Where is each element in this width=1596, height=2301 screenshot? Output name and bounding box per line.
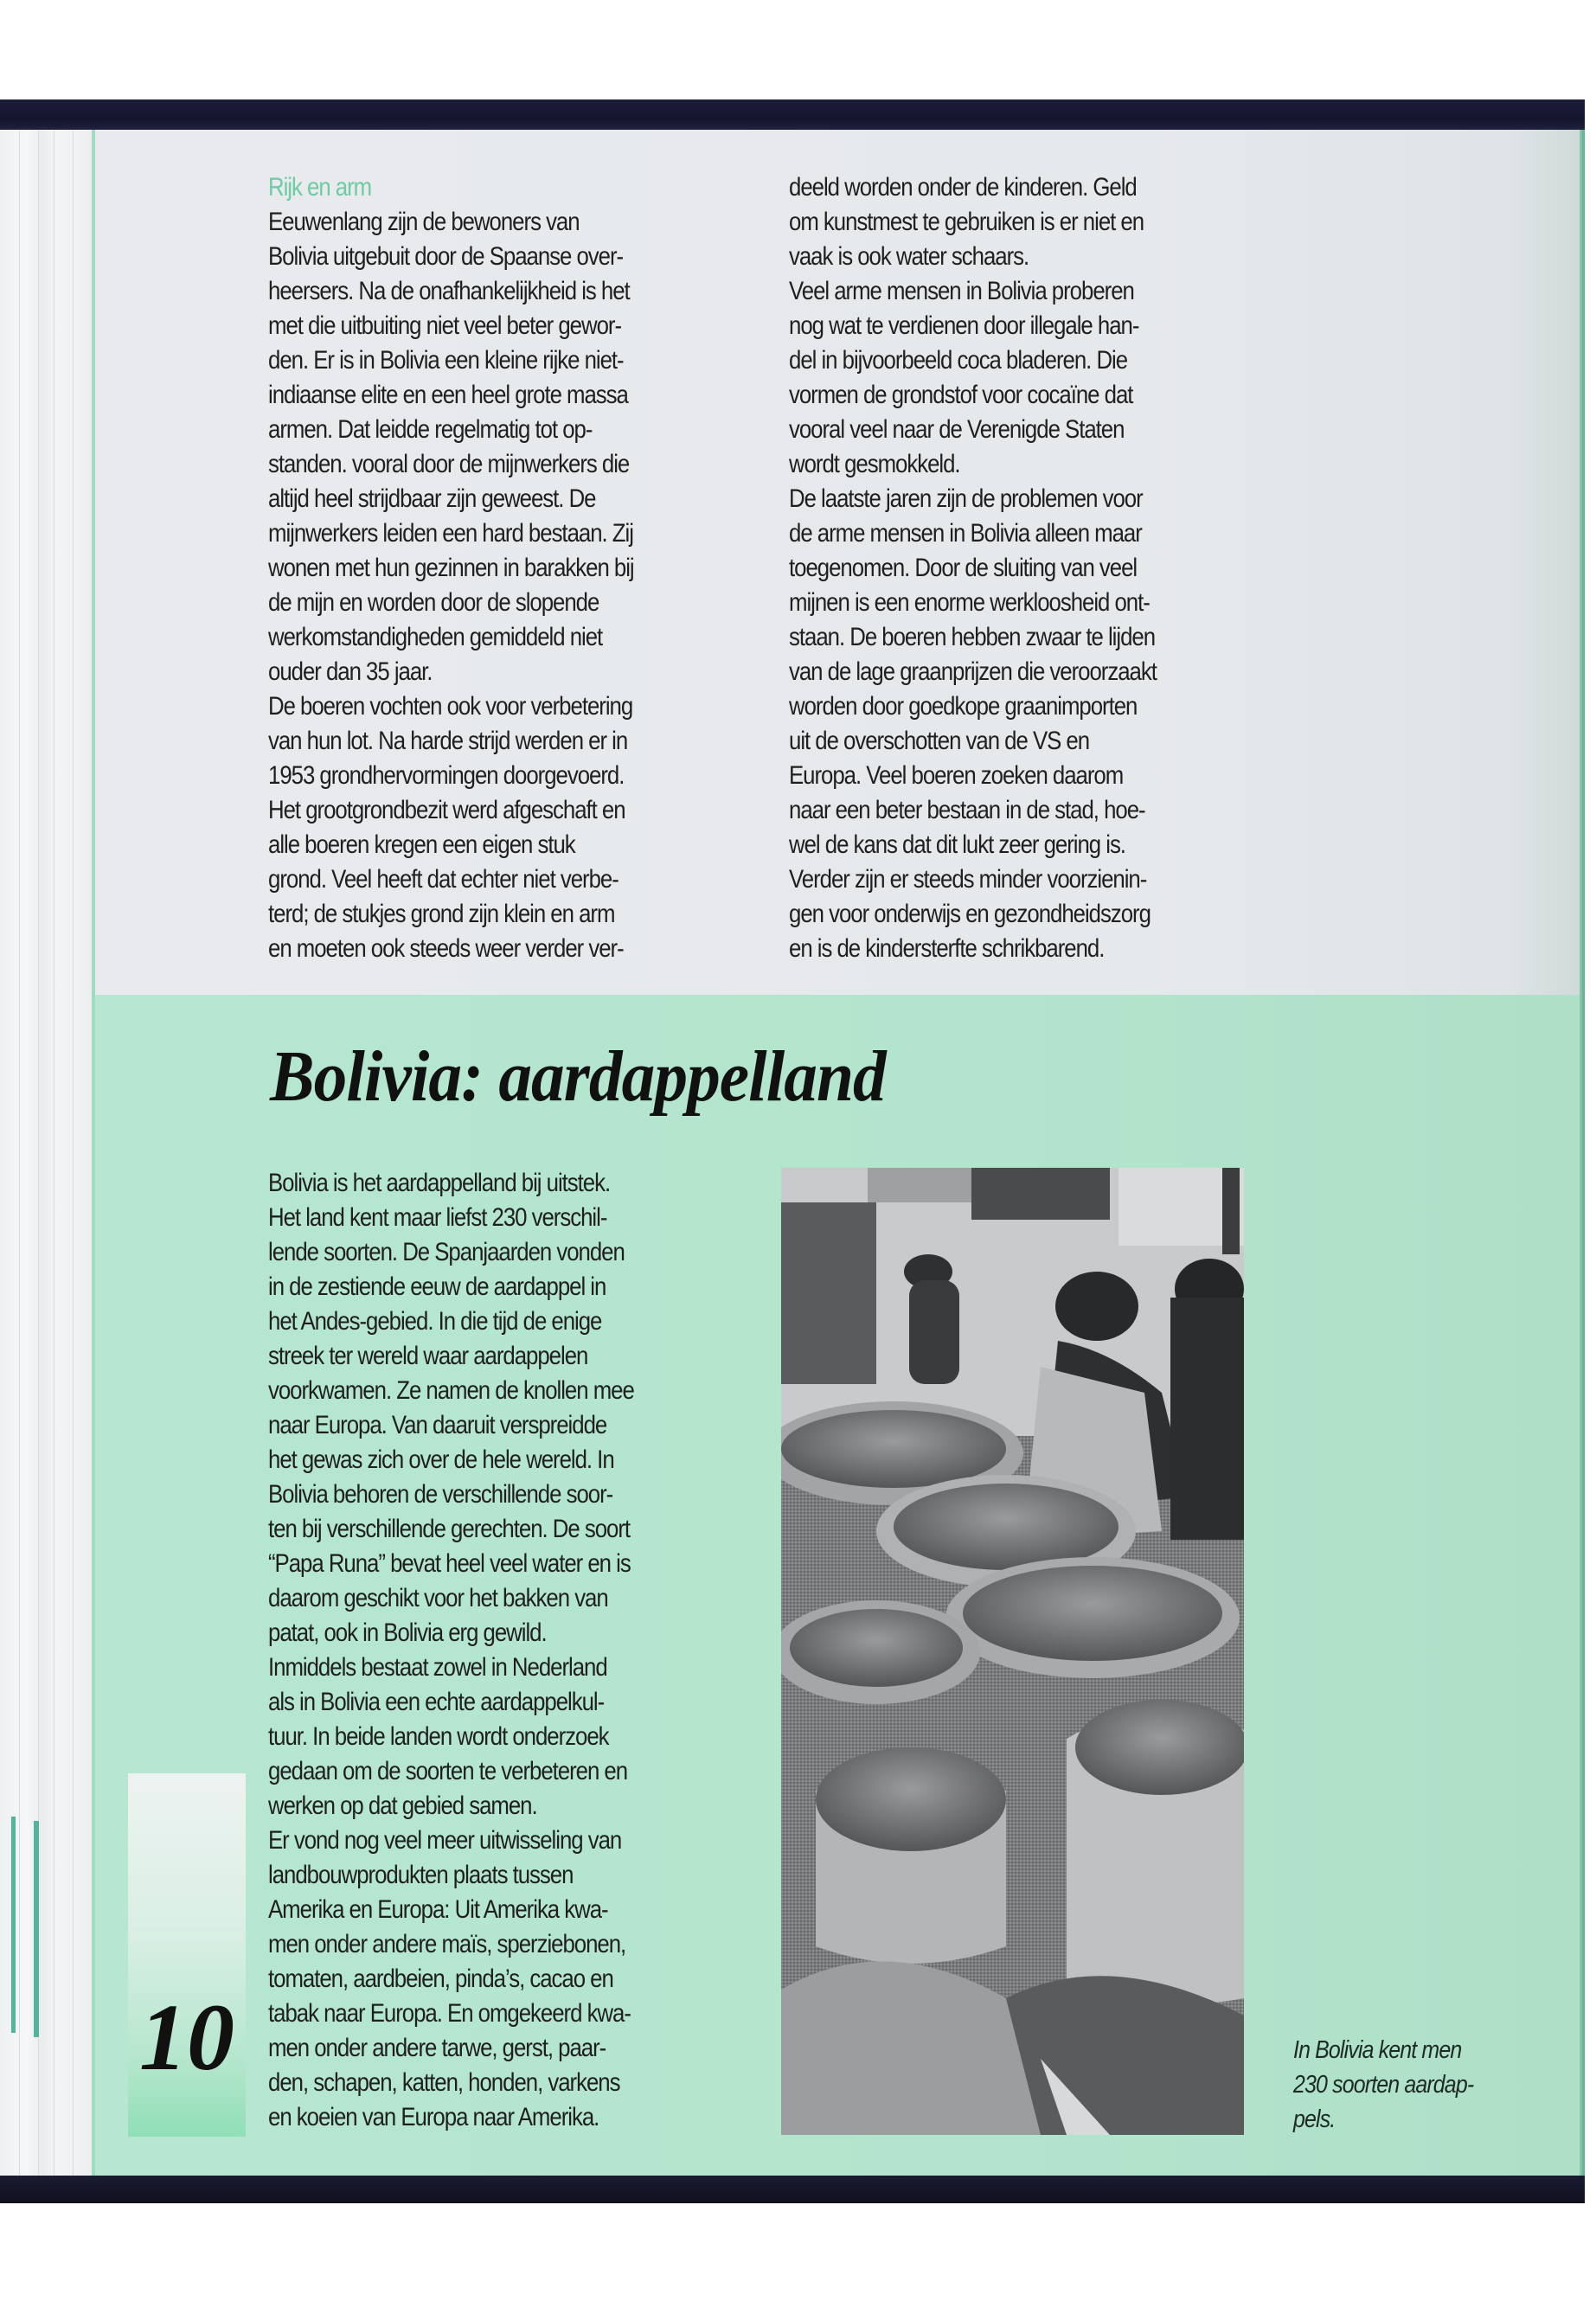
text-line: Er vond nog veel meer uitwisseling van bbox=[268, 1826, 622, 1855]
text-line: voorkwamen. Ze namen de knollen mee bbox=[268, 1376, 634, 1405]
book-cover-top-edge bbox=[0, 99, 1585, 132]
text-line: Bolivia behoren de verschillende soor- bbox=[268, 1480, 613, 1509]
market-photo bbox=[781, 1168, 1244, 2135]
text-line: De boeren vochten ook voor verbetering bbox=[268, 692, 633, 721]
text-line: Bolivia is het aardappelland bij uitstek. bbox=[268, 1169, 611, 1197]
text-line: 1953 grondhervormingen doorgevoerd. bbox=[268, 761, 625, 790]
photo-caption bbox=[1293, 2033, 1518, 2137]
text-line: landbouwprodukten plaats tussen bbox=[268, 1861, 574, 1889]
text-line: gedaan om de soorten te verbeteren en bbox=[268, 1757, 628, 1785]
text-line: van hun lot. Na harde strijd werden er in bbox=[268, 727, 628, 755]
text-line: Eeuwenlang zijn de bewoners van bbox=[268, 208, 580, 236]
text-line: alle boeren kregen een eigen stuk bbox=[268, 830, 575, 859]
text-line: tomaten, aardbeien, pinda’s, cacao en bbox=[268, 1965, 613, 1993]
text-line: naar een beter bestaan in de stad, hoe- bbox=[789, 796, 1145, 824]
text-line: daarom geschikt voor het bakken van bbox=[268, 1584, 608, 1612]
page-edge-line bbox=[73, 130, 74, 2189]
text-line: den, schapen, katten, honden, varkens bbox=[268, 2068, 620, 2097]
text-line: toegenomen. Door de sluiting van veel bbox=[789, 554, 1138, 582]
text-line: Veel arme mensen in Bolivia proberen bbox=[789, 277, 1134, 305]
text-line: Verder zijn er steeds minder voorzienin- bbox=[789, 865, 1147, 894]
article-column-left bbox=[268, 170, 753, 966]
text-line: standen. vooral door de mijnwerkers die bbox=[268, 450, 630, 478]
text-line: de arme mensen in Bolivia alleen maar bbox=[789, 519, 1142, 548]
text-line: staan. De boeren hebben zwaar te lijden bbox=[789, 623, 1156, 651]
text-line: worden door goedkope graanimporten bbox=[789, 692, 1138, 721]
article-title: Bolivia: aardappelland bbox=[270, 1036, 886, 1117]
caption-line: 230 soorten aardap- bbox=[1293, 2071, 1474, 2099]
subheading: Rijk en arm bbox=[268, 173, 372, 202]
text-line: wordt gesmokkeld. bbox=[789, 450, 960, 478]
text-line: men onder andere tarwe, gerst, paar- bbox=[268, 2034, 606, 2062]
text-line: als in Bolivia een echte aardappelkul- bbox=[268, 1688, 605, 1716]
text-line: het gewas zich over de hele wereld. In bbox=[268, 1445, 614, 1474]
page-number: 10 bbox=[139, 1984, 234, 2090]
text-line: wel de kans dat dit lukt zeer gering is. bbox=[789, 830, 1125, 859]
text-line: Het land kent maar liefst 230 verschil- bbox=[268, 1203, 607, 1232]
text-line: del in bijvoorbeeld coca bladeren. Die bbox=[789, 346, 1128, 375]
article-column-right bbox=[789, 170, 1273, 966]
text-line: ouder dan 35 jaar. bbox=[268, 657, 433, 686]
text-line: mijnwerkers leiden een hard bestaan. Zij bbox=[268, 519, 633, 548]
text-line: den. Er is in Bolivia een kleine rijke niet- bbox=[268, 346, 624, 375]
text-line: ten bij verschillende gerechten. De soort bbox=[268, 1515, 631, 1543]
text-line: werkomstandigheden gemiddeld niet bbox=[268, 623, 603, 651]
text-line: streek ter wereld waar aardappelen bbox=[268, 1342, 588, 1370]
text-line: altijd heel strijdbaar zijn geweest. De bbox=[268, 484, 596, 513]
text-line: grond. Veel heeft dat echter niet verbe- bbox=[268, 865, 619, 894]
page-stack-edge bbox=[0, 130, 94, 2189]
text-line: “Papa Runa” bevat heel veel water en is bbox=[268, 1549, 631, 1578]
page-tab-marker bbox=[34, 1821, 39, 2037]
text-line: nog wat te verdienen door illegale han- bbox=[789, 311, 1139, 340]
text-line: vormen de grondstof voor cocaïne dat bbox=[789, 381, 1133, 409]
text-line: vooral veel naar de Verenigde Staten bbox=[789, 415, 1125, 444]
text-line: vaak is ook water schaars. bbox=[789, 242, 1029, 271]
text-line: in de zestiende eeuw de aardappel in bbox=[268, 1272, 606, 1301]
text-line: deeld worden onder de kinderen. Geld bbox=[789, 173, 1137, 202]
text-line: en is de kindersterfte schrikbarend. bbox=[789, 934, 1105, 963]
text-line: Amerika en Europa: Uit Amerika kwa- bbox=[268, 1895, 608, 1924]
text-line: van de lage graanprijzen die veroorzaakt bbox=[789, 657, 1157, 686]
caption-line: In Bolivia kent men bbox=[1293, 2036, 1462, 2064]
text-line: Europa. Veel boeren zoeken daarom bbox=[789, 761, 1124, 790]
text-line: en moeten ook steeds weer verder ver- bbox=[268, 934, 624, 963]
text-line: naar Europa. Van daaruit verspreidde bbox=[268, 1411, 607, 1439]
article-body bbox=[268, 1166, 753, 2135]
book-cover-bottom-edge bbox=[0, 2176, 1585, 2203]
caption-line: pels. bbox=[1293, 2106, 1336, 2133]
text-line: gen voor onderwijs en gezondheidszorg bbox=[789, 900, 1151, 928]
text-line: en koeien van Europa naar Amerika. bbox=[268, 2103, 599, 2131]
page-right-edge bbox=[1580, 130, 1585, 2178]
text-line: de mijn en worden door de slopende bbox=[268, 588, 599, 617]
text-line: armen. Dat leidde regelmatig tot op- bbox=[268, 415, 593, 444]
text-line: wonen met hun gezinnen in barakken bij bbox=[268, 554, 634, 582]
text-line: heersers. Na de onafhankelijkheid is het bbox=[268, 277, 630, 305]
text-line: tuur. In beide landen wordt onderzoek bbox=[268, 1722, 609, 1751]
text-line: om kunstmest te gebruiken is er niet en bbox=[789, 208, 1144, 236]
text-line: tabak naar Europa. En omgekeerd kwa- bbox=[268, 1999, 631, 2028]
text-line: terd; de stukjes grond zijn klein en arm bbox=[268, 900, 615, 928]
book-page bbox=[92, 130, 1585, 2178]
text-line: Bolivia uitgebuit door de Spaanse over- bbox=[268, 242, 624, 271]
text-line: lende soorten. De Spanjaarden vonden bbox=[268, 1238, 625, 1266]
text-line: uit de overschotten van de VS en bbox=[789, 727, 1090, 755]
text-line: De laatste jaren zijn de problemen voor bbox=[789, 484, 1143, 513]
text-line: met die uitbuiting niet veel beter gewor- bbox=[268, 311, 622, 340]
page-edge-line bbox=[19, 130, 20, 2189]
photo-illustration bbox=[781, 1168, 1244, 2135]
text-line: patat, ook in Bolivia erg gewild. bbox=[268, 1618, 547, 1647]
text-line: Het grootgrondbezit werd afgeschaft en bbox=[268, 796, 625, 824]
page-left-edge bbox=[92, 130, 95, 2178]
text-line: Inmiddels bestaat zowel in Nederland bbox=[268, 1653, 607, 1682]
text-line: het Andes-gebied. In die tijd de enige bbox=[268, 1307, 602, 1336]
page-tab-marker bbox=[11, 1817, 16, 2033]
text-line: mijnen is een enorme werkloosheid ont- bbox=[789, 588, 1150, 617]
text-line: men onder andere maïs, sperziebonen, bbox=[268, 1930, 626, 1958]
text-line: werken op dat gebied samen. bbox=[268, 1791, 537, 1820]
text-line: indiaanse elite en een heel grote massa bbox=[268, 381, 628, 409]
